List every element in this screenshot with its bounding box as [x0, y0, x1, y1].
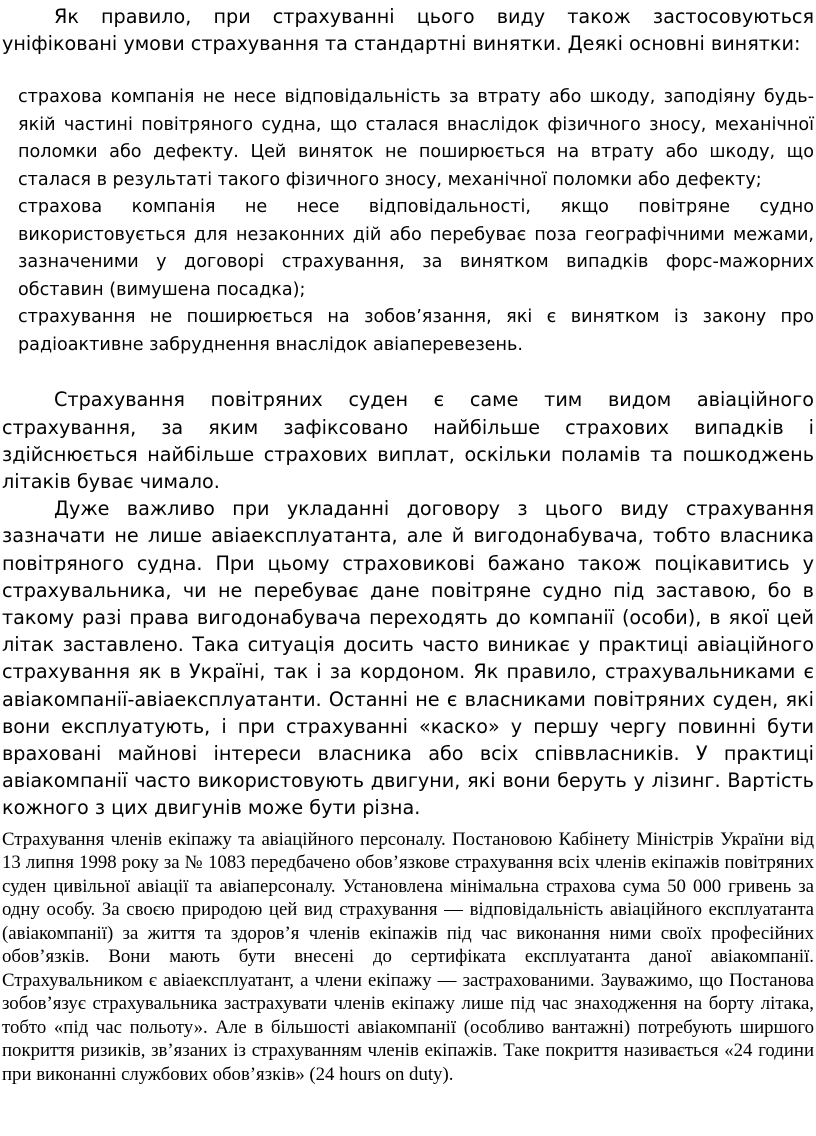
spacer [2, 359, 814, 386]
serif-paragraph: Страхування членів екіпажу та авіаційного персоналу. Постановою Кабінету Міністрів України від 13 липня 1998 року за № 1083 передбачено обов’язкове страхування всіх членів екіпажів повітряних суден цивільної авіації та авіаперсоналу. Установлена мінімальна страхова сума 50 000 гривень за одну особу. За своєю природою цей вид страхування — відповідальність авіаційного експлуатанта (авіакомпанії) за життя та здоров’я членів екіпажів під час виконання ними своїх професійних обов’язків. Вони мають бути внесені до сертифіката експлуатанта даної авіакомпанії. Страхувальником є авіаексплуатант, а члени екіпажу — застрахованими. Зауважимо, що Постанова зобов’язує страхувальника застрахувати членів екіпажу лише під час знаходження на борту літака, тобто «під час польоту». Але в більшості авіакомпанії (особливо вантажні) потребують ширшого покриття ризиків, зв’язаних із страхуванням членів екіпажів. Таке покриття називається «24 години при виконанні службових обов’язків» (24 hours on duty). [2, 828, 814, 1085]
intro-paragraph: Як правило, при страхуванні цього виду також застосовуються уніфіковані умови страхування та стандартні винятки. Деякі основні винятки: [2, 5, 814, 56]
body-paragraph: Дуже важливо при укладанні договору з цього виду страхування зазначати не лише авіаексплуатанта, але й вигодонабувача, тобто власника повітряного судна. При цьому страховикові бажано також поцікавитись у страхувальника, чи не перебуває дане повітряне судно під заставою, бо в такому разі права вигодонабувача переходять до компанії (особи), в якої цей літак заставлено. Така ситуація досить часто виникає у практиці авіаційного страхування як в Україні, так і за кордоном. Як правило, страхувальниками є авіакомпанії-авіаексплуатанти. Останні не є власниками повітряних суден, які вони експлуатують, і при страхуванні «каско» у першу чергу повинні бути враховані майнові інтереси власника або всіх співвласників. У практиці авіакомпанії часто використовують двигуни, які вони беруть у лізинг. Вартість кожного з цих двигунів може бути різна. [2, 497, 814, 820]
exception-item: страхова компанія не несе відповідальності, якщо повітряне судно використовується для незаконних дій або перебуває поза географічними межами, зазначеними у договорі страхування, за винятком випадків форс-мажорних обставин (вимушена посадка); [18, 197, 814, 300]
exception-item: страхування не поширюється на зобов’язання, які є винятком із закону про радіоактивне забруднення внаслідок авіаперевезень. [18, 307, 814, 355]
exceptions-list [2, 84, 814, 359]
exception-item: страхова компанія не несе відповідальність за втрату або шкоду, заподіяну будь-якій частині повітряного судна, що сталася внаслідок фізичного зносу, механічної поломки або дефекту. Цей виняток не поширюється на втрату або шкоду, що сталася в результаті такого фізичного зносу, механічної поломки або дефекту; [18, 87, 814, 190]
body-paragraph: Страхування повітряних суден є саме тим видом авіаційного страхування, за яким зафіксовано найбільше страхових випадків і здійснюється найбільше страхових виплат, оскільки поламів та пошкоджень літаків буває чимало. [2, 388, 814, 494]
